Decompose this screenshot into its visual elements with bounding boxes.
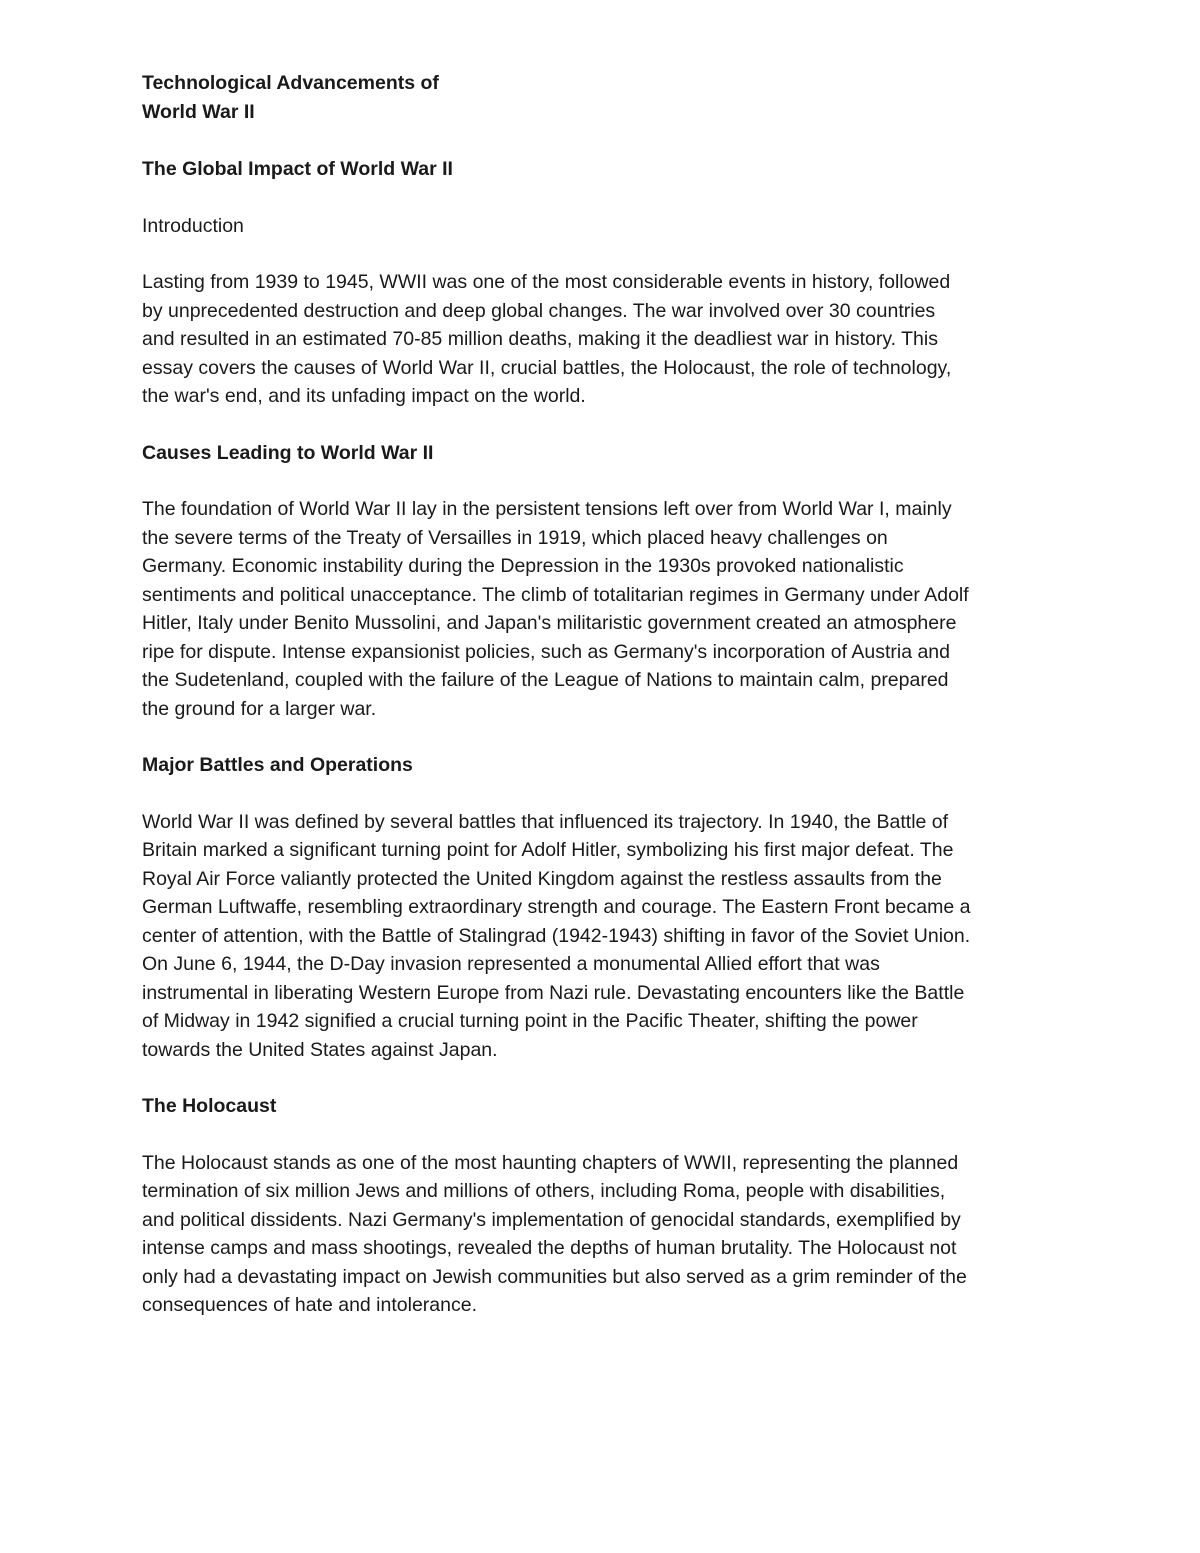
introduction-label: Introduction (142, 214, 244, 237)
paragraph-line: instrumental in liberating Western Europe from Nazi rule. Devastating encounters like the Battle (142, 981, 965, 1004)
paragraph-line: only had a devastating impact on Jewish communities but also served as a grim reminder of the (142, 1265, 967, 1288)
paragraph-line: On June 6, 1944, the D-Day invasion represented a monumental Allied effort that was (142, 953, 880, 975)
paragraph-line: Germany. Economic instability during the Depression in the 1930s provoked nationalistic (142, 555, 904, 577)
paragraph-line: The foundation of World War II lay in the persistent tensions left over from World War I, mainly (142, 498, 952, 520)
paragraph-line: Hitler, Italy under Benito Mussolini, and Japan's militaristic government created an atmosphere (142, 612, 957, 634)
document-subtitle: The Global Impact of World War II (142, 158, 453, 180)
paragraph-line: the ground for a larger war. (142, 697, 377, 720)
section-heading-causes: Causes Leading to World War II (142, 441, 434, 464)
section-heading-holocaust: The Holocaust (142, 1095, 277, 1117)
paragraph-line: The Holocaust stands as one of the most haunting chapters of WWII, representing the planned (142, 1151, 959, 1174)
paragraph-line: by unprecedented destruction and deep global changes. The war involved over 30 countries (142, 299, 936, 322)
paragraph-line: and political dissidents. Nazi Germany's implementation of genocidal standards, exemplified by (142, 1208, 961, 1231)
document-title (142, 69, 1072, 127)
document-body (142, 69, 1072, 1320)
paragraph-line: and resulted in an estimated 70-85 million deaths, making it the deadliest war in history. This (142, 328, 938, 350)
paragraph-line: German Luftwaffe, resembling extraordinary strength and courage. The Eastern Front became a (142, 896, 971, 918)
section-paragraph-holocaust (142, 1149, 1072, 1320)
section-heading-battles: Major Battles and Operations (142, 754, 413, 776)
paragraph-line: intense camps and mass shootings, revealed the depths of human brutality. The Holocaust not (142, 1237, 957, 1259)
paragraph-line: of Midway in 1942 signified a crucial turning point in the Pacific Theater, shifting the power (142, 1010, 918, 1032)
paragraph-line: essay covers the causes of World War II, crucial battles, the Holocaust, the role of technology, (142, 356, 952, 379)
paragraph-line: World War II was defined by several battles that influenced its trajectory. In 1940, the Battle of (142, 810, 949, 833)
paragraph-line: towards the United States against Japan. (142, 1038, 498, 1061)
document-title-line: Technological Advancements of (142, 72, 439, 94)
section-paragraph-causes (142, 495, 1072, 723)
introduction-paragraph (142, 268, 1072, 411)
paragraph-line: consequences of hate and intolerance. (142, 1294, 477, 1316)
paragraph-line: Britain marked a significant turning point for Adolf Hitler, symbolizing his first major defeat. The (142, 839, 954, 861)
document-title-line: World War II (142, 101, 255, 123)
paragraph-line: Royal Air Force valiantly protected the United Kingdom against the restless assaults from the (142, 867, 942, 890)
paragraph-line: Lasting from 1939 to 1945, WWII was one of the most considerable events in history, followed (142, 271, 951, 293)
paragraph-line: the war's end, and its unfading impact on the world. (142, 385, 586, 407)
section-paragraph-battles (142, 808, 1072, 1065)
paragraph-line: sentiments and political unacceptance. The climb of totalitarian regimes in Germany under Adolf (142, 583, 969, 606)
paragraph-line: the severe terms of the Treaty of Versailles in 1919, which placed heavy challenges on (142, 526, 888, 549)
paragraph-line: center of attention, with the Battle of Stalingrad (1942-1943) shifting in favor of the Soviet Union. (142, 924, 971, 947)
paragraph-line: ripe for dispute. Intense expansionist policies, such as Germany's incorporation of Austria and (142, 640, 950, 663)
paragraph-line: termination of six million Jews and millions of others, including Roma, people with disabilities, (142, 1180, 946, 1202)
paragraph-line: the Sudetenland, coupled with the failure of the League of Nations to maintain calm, prepared (142, 669, 949, 691)
